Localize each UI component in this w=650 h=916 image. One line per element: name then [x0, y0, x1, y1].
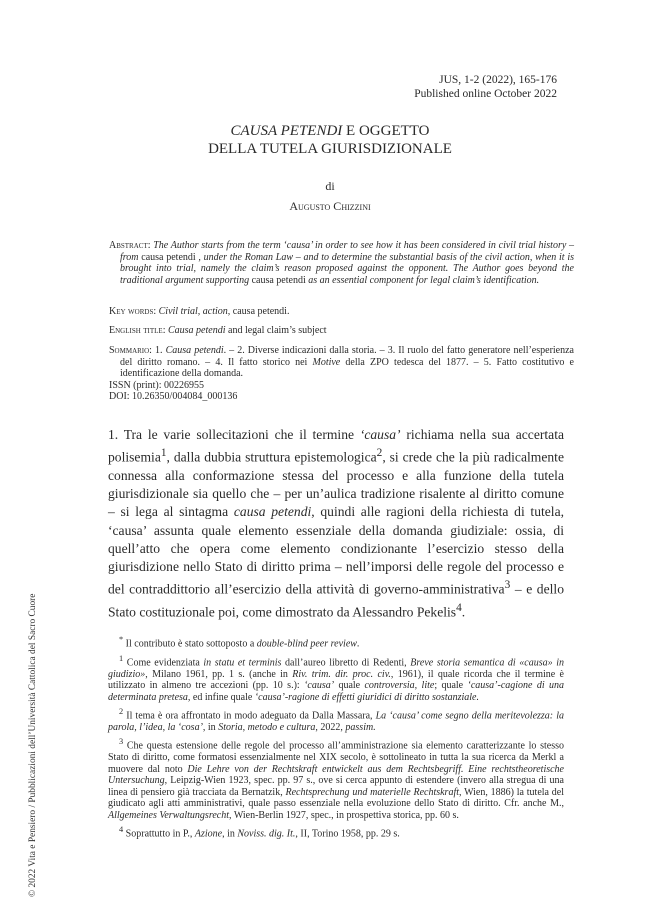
journal-citation: JUS, 1-2 (2022), 165-176	[439, 74, 557, 86]
footnote-4: $^4$ Soprattutto in P., Azione, in Noviss. dig. It., II, Torino 1958, pp. 29 s.	[119, 825, 400, 840]
author-name: Augusto Chizzini	[289, 199, 371, 213]
summary-label: Sommario:	[109, 345, 156, 356]
footnotes	[108, 634, 564, 840]
doi: DOI: 10.26350/004084_000136	[109, 391, 238, 402]
footnote-2: $^2$ Il tema è ora affrontato in modo adeguato da Dalla Massara, La ‘causa’ come segno della meritevolezza: la parola, l’idea, la ‘cosa’, in Storia, metodo e cultura, 2022, passim.	[108, 707, 564, 733]
summary: Sommario: 1. Causa petendi. – 2. Diverse indicazioni dalla storia. – 3. Il ruolo del fatto generatore nell’esperienza del diritto romano. – 4. Il fatto storico nei Motive della ZPO tedesca del 1877. – 5. Fatto costitutivo e identificazione della domanda.	[109, 345, 574, 380]
english-title: English title: Causa petendi and legal claim’s subject	[109, 325, 327, 336]
footnote-1: $^1$ Come evidenziata in statu et terminis dall’aureo libretto di Redenti, Breve storia semantica di «causa» in giudizio», Milano 1961, pp. 1 s. (anche in Riv. trim. dir. proc. civ., 1961), il quale ricorda che il termine è utilizzato in almeno tre accezioni (pp. 10 s.): ‘causa’ quale controversia, lite; quale ‘causa’-cagione di una determinata pretesa, ed infine quale ‘causa’-ragione di effetti giuridici di diritto sostanziale.	[108, 653, 565, 703]
abstract-label: Abstract:	[109, 240, 154, 251]
footnote-3: $^3$ Che questa estensione delle regole del processo all’amministrazione sia elemento caratterizzante lo stesso Stato di diritto, come formatosi essenzialmente nel XIX secolo, è sottolineato in tutta la sua ricerca da Merkl a muovere dal noto Die Lehre von der Rechtskraft entwickelt aus dem Rechtsbegriff. Eine rechtstheoretische Untersuchung, Leipzig-Wien 1923, spec. pp. 97 s., ove si cerca appunto di estendere (invero alla stregua di una linea di pensiero già tracciata da Bernatzik, Rechtsprechung und materielle Rechtskraft, Wien, 1886) la tutela del giudicato agli atti amministrativi, quale passo essenziale nella evoluzione dello Stato di diritto. Cfr. anche M., Allgemeines Verwaltungsrecht, Wien-Berlin 1927, spec., in prospettiva storica, pp. 60 s.	[108, 737, 564, 821]
footnote-star: * Il contributo è stato sottoposto a double-blind peer review.	[119, 635, 360, 650]
english-title-label: English title:	[109, 325, 168, 336]
journal-header	[414, 73, 557, 101]
body-paragraph: 1. Tra le varie sollecitazioni che il termine ‘causa’ richiama nella sua accertata polisemia$^1$, dalla dubbia struttura epistemologica$^2$, si crede che la più radicalmente connessa alla conformazione stessa del processo e alla funzione della tutela giurisdizionale sia quello che – per un’aulica tradizione risalente al diritto comune – si lega al sintagma causa petendi, quindi alle ragioni della richiesta di tutela, ‘causa’ assunta quale elemento essenziale della domanda giudiziale: ossia, di quell’atto che opera come elemento condizionante l’esercizio stesso della giurisdizione nello Stato di diritto prima – nell’imporsi delle regole del processo e del contraddittorio all’esercizio della attività di governo-amministrativa$^3$ – e dello Stato costituzionale poi, come dimostrato da Alessandro Pekelis$^4$.	[108, 427, 565, 620]
keywords: Key words: Civil trial, action, causa petendi.	[109, 306, 290, 317]
copyright-sideline: © 2022 Vita e Pensiero / Pubblicazioni dell’Università Cattolica del Sacro Cuore	[28, 593, 38, 897]
byline-di: di	[325, 179, 335, 193]
abstract: Abstract: The Author starts from the term ‘causa’ in order to see how it has been considered in civil trial history – from causa petendi , under the Roman Law – and to determine the substantial basis of the civil action, when it is brought into trial, namely the claim’s reason proposed against the opponent. The Author goes beyond the traditional argument supporting causa petendi as an essential component for legal claim’s identification.	[109, 240, 575, 286]
article-title	[100, 122, 560, 158]
keywords-label: Key words:	[109, 306, 159, 317]
issn: ISSN (print): 00226955	[109, 380, 204, 391]
title-italic-part: CAUSA PETENDI	[230, 123, 343, 139]
title-line2: DELLA TUTELA GIURISDIZIONALE	[208, 141, 452, 157]
publication-date: Published online October 2022	[414, 88, 557, 100]
title-line1-rest: E OGGETTO	[346, 123, 430, 139]
